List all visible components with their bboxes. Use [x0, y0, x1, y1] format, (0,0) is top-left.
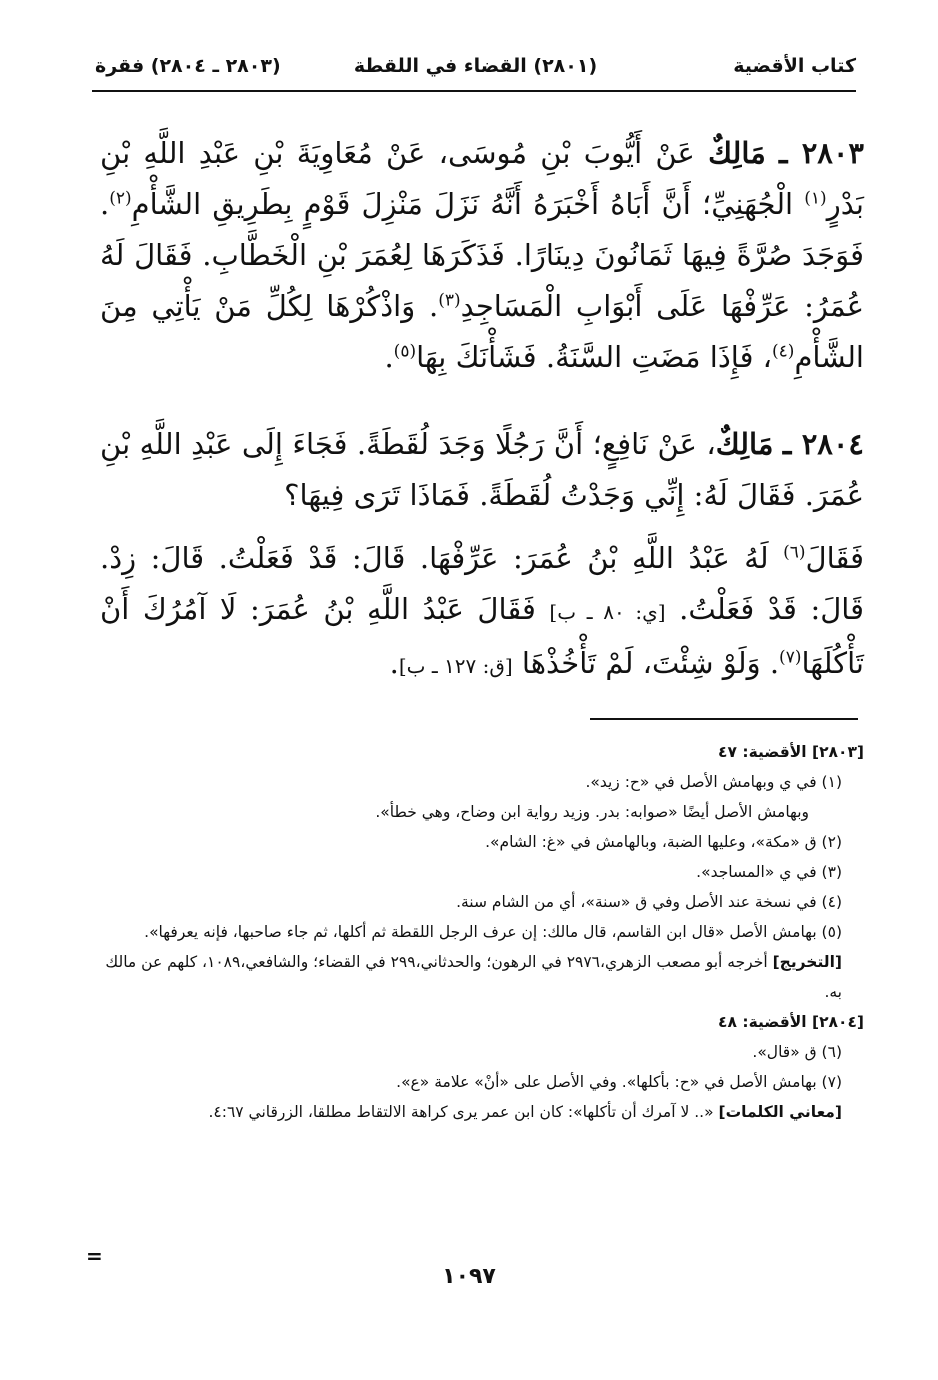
hadith-text: . وَاذْكُرْهَا لِكُلِّ مَنْ يَأْتِي مِنَ الشَّأْمِ	[100, 289, 864, 374]
footnote-3: (٣) في ي «المساجد».	[696, 863, 842, 881]
footnote-1: (١) في ي وبهامش الأصل في «ح: زيد».	[585, 773, 842, 791]
main-text	[100, 128, 864, 728]
hadith-number: ٢٨٠٣ ـ	[779, 136, 864, 170]
footnote-ref[interactable]: (٢)	[109, 188, 132, 209]
footnote-6: (٦) ق «قال».	[752, 1043, 842, 1061]
running-header	[95, 55, 856, 89]
takhrij-text: أخرجه أبو مصعب الزهري،٢٩٧٦ في الرهون؛ والحدثاني،٢٩٩ في القضاء؛ والشافعي،١٠٨٩، كلهم عن مالك به.	[105, 953, 842, 1001]
page-number: ١٠٩٧	[442, 1264, 496, 1289]
hadith-text: الْجُهَنِيِّ؛ أَنَّ أَبَاهُ أَخْبَرَهُ أَنَّهُ نَزَلَ مَنْزِلَ قَوْمٍ بِطَرِيقِ الشَّأْمِ	[131, 187, 805, 221]
hadith-text: . فَوَجَدَ صُرَّةً فِيهَا ثَمَانُونَ دِينَارًا. فَذَكَرَهَا لِعُمَرَ بْنِ الْخَطَّابِ. فَقَالَ لَهُ عُمَرُ: عَرِّفْهَا عَلَى أَبْوَابِ الْمَسَاجِدِ	[100, 187, 864, 323]
footnote-section-2804: [٢٨٠٤] الأقضية: ٤٨	[718, 1013, 864, 1031]
hadith-2804	[100, 419, 864, 521]
takhrij-label: [التخريج]	[772, 953, 842, 971]
hadith-text: ، فَإِذَا مَضَتِ السَّنَةُ. فَشَأْنَكَ بِهَا	[416, 340, 773, 374]
manuscript-ref: [ق: ١٢٧ ـ ب]	[398, 654, 513, 678]
continuation-mark: =	[86, 1244, 103, 1268]
footnote-1-continued: وبهامش الأصل أيضًا «صوابه: بدر. وزيد رواية ابن وضاح، وهي خطأ».	[375, 803, 809, 821]
chapter-title: (٢٨٠١) القضاء في اللقطة	[353, 55, 598, 77]
footnote-4: (٤) في نسخة عند الأصل وفي ق «سنة»، أي من الشام سنة.	[456, 893, 842, 911]
footnote-ref[interactable]: (٧)	[779, 647, 802, 668]
hadith-text: فَقَالَ عَبْدُ اللَّهِ بْنُ عُمَرَ: لَا آمُرُكَ أَنْ تَأْكُلَهَا	[100, 592, 864, 680]
hadith-number: ٢٨٠٤ ـ	[782, 427, 865, 461]
footnote-ref[interactable]: (١)	[804, 188, 827, 209]
narrator-name: مَالِكٌ	[708, 136, 766, 170]
hadith-text: . وَلَوْ شِئْتَ، لَمْ تَأْخُذْهَا	[512, 646, 780, 680]
footnote-section-2803: [٢٨٠٣] الأقضية: ٤٧	[718, 743, 864, 761]
footnote-ref[interactable]: (٣)	[438, 290, 461, 311]
maani-text: «.. لا آمرك أن تأكلها»: كان ابن عمر يرى كراهة الالتقاط مطلقا، الزرقاني ٤:٦٧.	[208, 1103, 719, 1121]
hadith-text: لَهُ عَبْدُ اللَّهِ بْنُ عُمَرَ: عَرِّفْهَا. قَالَ: قَدْ فَعَلْتُ. قَالَ: زِدْ. قَالَ: قَدْ فَعَلْتُ.	[100, 541, 864, 626]
footnote-ref[interactable]: (٤)	[772, 341, 795, 362]
hadith-text: فَقَالَ	[805, 541, 864, 575]
footnote-5: (٥) بهامش الأصل «قال ابن القاسم، قال مالك: إن عرف الرجل اللقطة ثم أكلها، ثم جاء صاحبها، فإنه يعرفها».	[144, 923, 842, 941]
hadith-2804-continued	[100, 533, 864, 692]
footnote-7: (٧) بهامش الأصل في «ح: بأكلها». وفي الأصل على «أنْ» علامة «ع».	[396, 1073, 842, 1091]
footnote-ref[interactable]: (٥)	[393, 341, 417, 362]
hadith-2803	[100, 128, 864, 383]
narrator-name: مَالِكٌ	[715, 427, 774, 461]
footnote-divider	[590, 718, 858, 720]
hadith-text: ، عَنْ نَافِعٍ؛ أَنَّ رَجُلًا وَجَدَ لُقَطَةً. فَجَاءَ إِلَى عَبْدِ اللَّهِ بْنِ عُمَرَ. فَقَالَ لَهُ: إِنِّي وَجَدْتُ لُقَطَةً. فَمَاذَا تَرَى فِيهَا؟	[100, 427, 864, 512]
hadith-text: .	[389, 646, 399, 680]
paragraph-range: (٢٨٠٣ ـ ٢٨٠٤) فقرة	[95, 55, 281, 77]
footnote-2: (٢) ق «مكة»، وعليها الضبة، وبالهامش في «غ: الشام».	[485, 833, 842, 851]
maani-note	[92, 1097, 864, 1127]
hadith-text: عَنْ أَيُّوبَ بْنِ مُوسَى، عَنْ مُعَاوِيَةَ بْنِ عَبْدِ اللَّهِ بْنِ بَدْرٍ	[100, 136, 864, 221]
maani-label: [معاني الكلمات]	[718, 1103, 842, 1121]
header-divider	[92, 90, 856, 92]
book-title: كتاب الأقضية	[733, 55, 856, 77]
footnote-ref[interactable]: (٦)	[783, 542, 806, 563]
manuscript-ref: [ي: ٨٠ ـ ب]	[549, 600, 666, 624]
footnotes	[92, 737, 864, 1127]
takhrij-note	[92, 947, 864, 1007]
hadith-text: .	[384, 340, 394, 374]
